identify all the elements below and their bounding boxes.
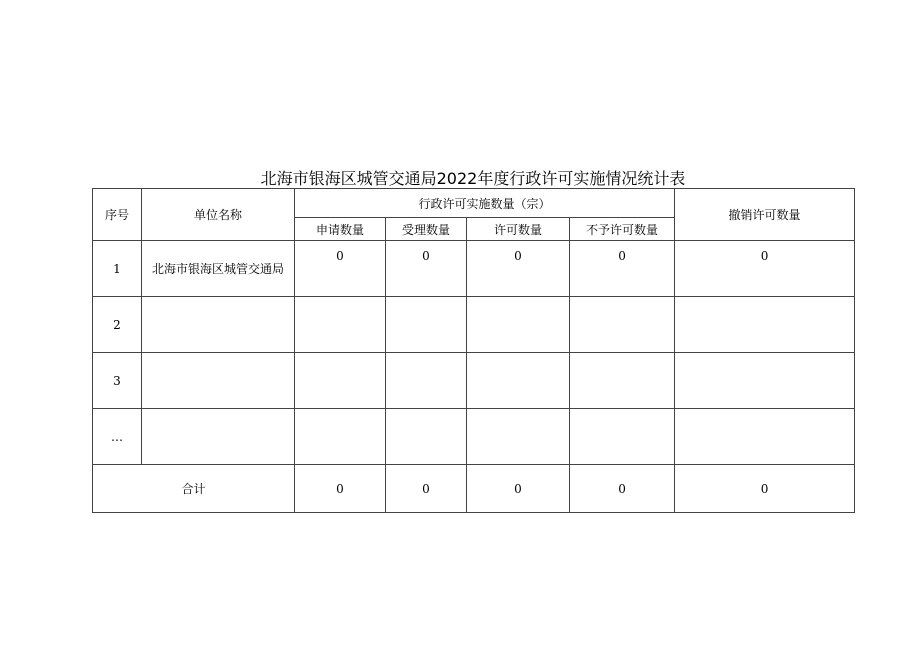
row-accept-count xyxy=(386,297,467,353)
row-permit-count xyxy=(467,353,570,409)
statistics-table xyxy=(92,188,855,513)
row-unit-name: 北海市银海区城管交通局 xyxy=(142,241,295,297)
row-unit-name xyxy=(142,409,295,465)
row-deny-count: 0 xyxy=(570,241,675,297)
total-apply-count: 0 xyxy=(295,465,386,513)
row-unit-name xyxy=(142,353,295,409)
row-revoke-count: 0 xyxy=(675,241,855,297)
row-unit-name xyxy=(142,297,295,353)
row-deny-count xyxy=(570,353,675,409)
total-row xyxy=(93,465,855,513)
header-revoke-count: 撤销许可数量 xyxy=(675,189,855,241)
row-apply-count xyxy=(295,353,386,409)
total-permit-count: 0 xyxy=(467,465,570,513)
row-seq: 3 xyxy=(93,353,142,409)
row-permit-count xyxy=(467,409,570,465)
row-accept-count xyxy=(386,409,467,465)
row-seq: … xyxy=(93,409,142,465)
header-permit-group: 行政许可实施数量（宗） xyxy=(295,189,675,218)
total-revoke-count: 0 xyxy=(675,465,855,513)
header-seq: 序号 xyxy=(93,189,142,241)
header-accept-count: 受理数量 xyxy=(386,218,467,241)
table-row xyxy=(93,409,855,465)
total-label: 合计 xyxy=(93,465,295,513)
row-apply-count: 0 xyxy=(295,241,386,297)
total-accept-count: 0 xyxy=(386,465,467,513)
row-seq: 2 xyxy=(93,297,142,353)
header-permit-count: 许可数量 xyxy=(467,218,570,241)
header-deny-count: 不予许可数量 xyxy=(570,218,675,241)
header-apply-count: 申请数量 xyxy=(295,218,386,241)
row-revoke-count xyxy=(675,409,855,465)
row-revoke-count xyxy=(675,297,855,353)
row-apply-count xyxy=(295,409,386,465)
total-deny-count: 0 xyxy=(570,465,675,513)
row-accept-count xyxy=(386,353,467,409)
table-row xyxy=(93,241,855,297)
header-unit-name: 单位名称 xyxy=(142,189,295,241)
row-permit-count: 0 xyxy=(467,241,570,297)
row-revoke-count xyxy=(675,353,855,409)
header-row xyxy=(93,189,855,218)
page-title: 北海市银海区城管交通局2022年度行政许可实施情况统计表 xyxy=(260,169,686,188)
row-permit-count xyxy=(467,297,570,353)
row-deny-count xyxy=(570,297,675,353)
row-apply-count xyxy=(295,297,386,353)
table-row xyxy=(93,297,855,353)
row-seq: 1 xyxy=(93,241,142,297)
row-deny-count xyxy=(570,409,675,465)
table-row xyxy=(93,353,855,409)
row-accept-count: 0 xyxy=(386,241,467,297)
